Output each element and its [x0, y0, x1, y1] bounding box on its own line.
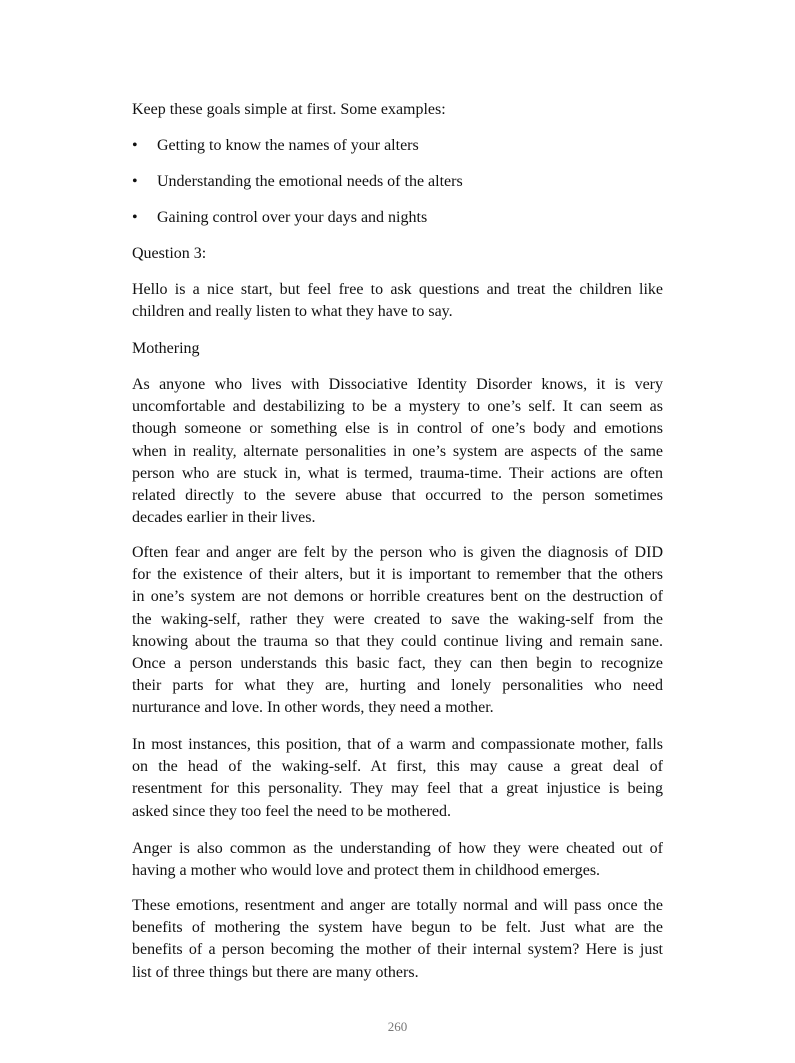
paragraph-line: asked since they too feel the need to be mothered.: [132, 802, 451, 820]
intro-line: Keep these goals simple at first. Some examples:: [132, 101, 446, 118]
question-heading: [132, 243, 663, 265]
bullet-icon: •: [132, 173, 138, 190]
paragraph-line: As anyone who lives with Dissociative Identity Disorder knows, it is very: [132, 376, 663, 393]
paragraph-line: related directly to the severe abuse that occurred to the person sometimes: [132, 487, 663, 505]
paragraph-line: In most instances, this position, that of a warm and compassionate mother, falls: [132, 736, 663, 753]
paragraph-line: Anger is also common as the understanding of how they were cheated out of: [132, 840, 663, 857]
paragraph-line: though someone or something else is in control of one’s body and emotions: [132, 420, 663, 438]
bullet-text: Gaining control over your days and nights: [157, 209, 428, 226]
bullet-text: Understanding the emotional needs of the alters: [157, 173, 463, 190]
paragraph-line: benefits of mothering the system have begun to be felt. Just what are the: [132, 919, 663, 937]
section-heading-text: Mothering: [132, 340, 200, 357]
paragraph-line: uncomfortable and destabilizing to be a mystery to one’s self. It can seem as: [132, 398, 663, 416]
paragraph-line: These emotions, resentment and anger are totally normal and will pass once the: [132, 897, 663, 914]
question-heading-text: Question 3:: [132, 245, 207, 262]
paragraph-line: Once a person understands this basic fact, they can then begin to recognize: [132, 655, 663, 673]
hello-paragraph: [132, 279, 663, 323]
paragraph-line: Often fear and anger are felt by the person who is given the diagnosis of DID: [132, 544, 663, 561]
paragraph-line: nurturance and love. In other words, they need a mother.: [132, 699, 494, 717]
paragraph-line: their parts for what they are, hurting and lonely personalities who need: [132, 677, 663, 695]
page-number: 260: [387, 1019, 408, 1034]
paragraph-line: in one’s system are not demons or horrible creatures bent on the destruction of: [132, 588, 663, 606]
paragraph-line: list of three things but there are many others.: [132, 963, 419, 981]
paragraph-line: for the existence of their alters, but it is important to remember that the others: [132, 566, 663, 584]
paragraph-line: on the head of the waking-self. At first, this may cause a great deal of: [132, 758, 663, 776]
paragraph-line: having a mother who would love and protect them in childhood emerges.: [132, 862, 601, 880]
paragraph-line: decades earlier in their lives.: [132, 509, 316, 527]
intro-text: [132, 99, 663, 121]
paragraph-3: [132, 734, 663, 823]
paragraph-line: person who are stuck in, what is termed, trauma-time. Their actions are often: [132, 464, 663, 482]
paragraph-line: the waking-self, rather they were created to save the waking-self from the: [132, 610, 663, 628]
section-heading: [132, 338, 663, 360]
paragraph-line: Hello is a nice start, but feel free to ask questions and treat the children like: [132, 281, 663, 298]
bullet-text: Getting to know the names of your alters: [157, 137, 419, 154]
bullet-icon: •: [132, 137, 138, 154]
paragraph-4: [132, 838, 663, 882]
paragraph-5: [132, 895, 663, 984]
paragraph-1: [132, 374, 663, 529]
paragraph-line: knowing about the trauma so that they could continue living and remain sane.: [132, 632, 663, 650]
paragraph-line: resentment for this personality. They may feel that a great injustice is being: [132, 780, 663, 798]
paragraph-2: [132, 542, 663, 720]
paragraph-line: when in reality, alternate personalities in one’s system are aspects of the same: [132, 442, 663, 460]
paragraph-line: benefits of a person becoming the mother of their internal system? Here is just: [132, 941, 663, 959]
bullet-icon: •: [132, 209, 138, 226]
paragraph-line: children and really listen to what they have to say.: [132, 303, 453, 321]
